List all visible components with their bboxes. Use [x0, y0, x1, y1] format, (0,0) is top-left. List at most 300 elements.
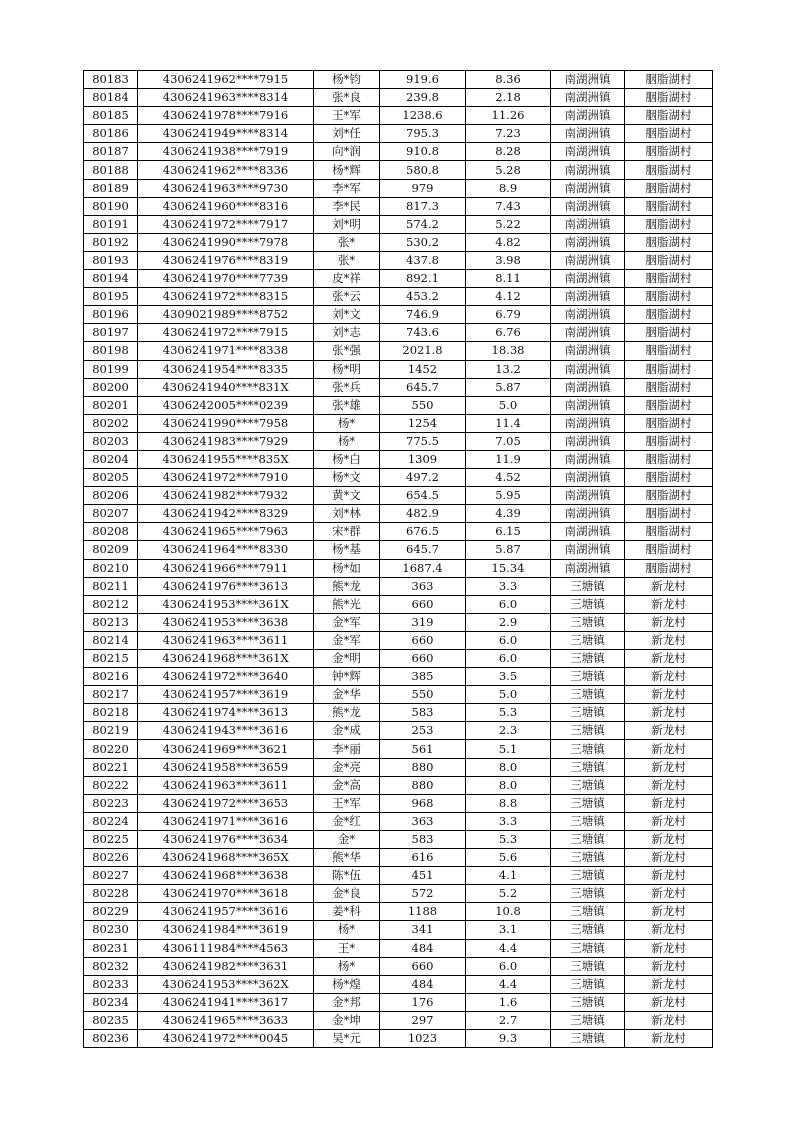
cell-record-id: 80200 — [84, 378, 138, 396]
cell-town: 三塘镇 — [551, 885, 625, 903]
cell-id-number: 4306241962****7915 — [138, 71, 314, 89]
cell-subsidy: 5.6 — [466, 849, 551, 867]
cell-village: 胭脂湖村 — [625, 523, 713, 541]
cell-village: 胭脂湖村 — [625, 270, 713, 288]
cell-amount: 743.6 — [380, 324, 466, 342]
table-body — [84, 71, 713, 1048]
cell-town: 南湖洲镇 — [551, 523, 625, 541]
table-row — [84, 812, 713, 830]
cell-name: 宋*群 — [314, 523, 380, 541]
table-row — [84, 993, 713, 1011]
cell-id-number: 4306241972****3653 — [138, 794, 314, 812]
cell-amount: 550 — [380, 686, 466, 704]
cell-record-id: 80230 — [84, 921, 138, 939]
cell-id-number: 4306241960****8316 — [138, 197, 314, 215]
cell-record-id: 80202 — [84, 414, 138, 432]
cell-subsidy: 5.1 — [466, 740, 551, 758]
cell-id-number: 4306241970****3618 — [138, 885, 314, 903]
cell-subsidy: 5.0 — [466, 396, 551, 414]
cell-name: 陈*伍 — [314, 867, 380, 885]
cell-subsidy: 3.3 — [466, 577, 551, 595]
cell-subsidy: 8.11 — [466, 270, 551, 288]
cell-village: 胭脂湖村 — [625, 215, 713, 233]
cell-amount: 484 — [380, 975, 466, 993]
cell-record-id: 80217 — [84, 686, 138, 704]
data-table — [83, 70, 713, 1048]
cell-name: 杨*白 — [314, 450, 380, 468]
cell-subsidy: 8.36 — [466, 71, 551, 89]
cell-record-id: 80231 — [84, 939, 138, 957]
cell-record-id: 80216 — [84, 668, 138, 686]
cell-id-number: 4306241969****3621 — [138, 740, 314, 758]
cell-record-id: 80198 — [84, 342, 138, 360]
cell-amount: 775.5 — [380, 432, 466, 450]
cell-name: 金*明 — [314, 650, 380, 668]
cell-village: 新龙村 — [625, 704, 713, 722]
cell-record-id: 80188 — [84, 161, 138, 179]
cell-subsidy: 5.87 — [466, 378, 551, 396]
cell-village: 胭脂湖村 — [625, 378, 713, 396]
cell-id-number: 4306241968****3638 — [138, 867, 314, 885]
cell-name: 张* — [314, 233, 380, 251]
cell-town: 南湖洲镇 — [551, 432, 625, 450]
cell-subsidy: 11.26 — [466, 107, 551, 125]
cell-record-id: 80214 — [84, 631, 138, 649]
cell-village: 新龙村 — [625, 830, 713, 848]
table-row — [84, 71, 713, 89]
cell-record-id: 80226 — [84, 849, 138, 867]
table-row — [84, 107, 713, 125]
cell-id-number: 4306241941****3617 — [138, 993, 314, 1011]
cell-id-number: 4306241963****8314 — [138, 89, 314, 107]
cell-amount: 660 — [380, 957, 466, 975]
cell-id-number: 4306241963****3611 — [138, 631, 314, 649]
cell-record-id: 80223 — [84, 794, 138, 812]
cell-village: 新龙村 — [625, 812, 713, 830]
cell-subsidy: 2.9 — [466, 613, 551, 631]
cell-subsidy: 7.05 — [466, 432, 551, 450]
cell-amount: 880 — [380, 776, 466, 794]
cell-amount: 385 — [380, 668, 466, 686]
cell-record-id: 80232 — [84, 957, 138, 975]
table-row — [84, 179, 713, 197]
table-row — [84, 577, 713, 595]
cell-village: 新龙村 — [625, 595, 713, 613]
cell-amount: 880 — [380, 758, 466, 776]
cell-id-number: 4309021989****8752 — [138, 306, 314, 324]
table-row — [84, 270, 713, 288]
cell-village: 新龙村 — [625, 1011, 713, 1029]
cell-town: 南湖洲镇 — [551, 197, 625, 215]
cell-name: 王*军 — [314, 794, 380, 812]
cell-amount: 1452 — [380, 360, 466, 378]
cell-id-number: 4306241962****8336 — [138, 161, 314, 179]
cell-amount: 616 — [380, 849, 466, 867]
table-row — [84, 161, 713, 179]
cell-village: 胭脂湖村 — [625, 469, 713, 487]
cell-name: 张*良 — [314, 89, 380, 107]
table-row — [84, 758, 713, 776]
cell-id-number: 4306241968****365X — [138, 849, 314, 867]
cell-town: 三塘镇 — [551, 668, 625, 686]
cell-record-id: 80218 — [84, 704, 138, 722]
cell-amount: 746.9 — [380, 306, 466, 324]
table-row — [84, 650, 713, 668]
cell-name: 李*民 — [314, 197, 380, 215]
table-row — [84, 631, 713, 649]
table-row — [84, 197, 713, 215]
cell-amount: 253 — [380, 722, 466, 740]
cell-town: 南湖洲镇 — [551, 251, 625, 269]
cell-amount: 550 — [380, 396, 466, 414]
cell-town: 三塘镇 — [551, 867, 625, 885]
cell-amount: 341 — [380, 921, 466, 939]
cell-amount: 660 — [380, 595, 466, 613]
cell-name: 金* — [314, 830, 380, 848]
cell-subsidy: 1.6 — [466, 993, 551, 1011]
cell-amount: 561 — [380, 740, 466, 758]
cell-village: 新龙村 — [625, 722, 713, 740]
cell-id-number: 4306241976****3613 — [138, 577, 314, 595]
cell-amount: 497.2 — [380, 469, 466, 487]
cell-village: 胭脂湖村 — [625, 288, 713, 306]
cell-subsidy: 11.9 — [466, 450, 551, 468]
cell-village: 新龙村 — [625, 903, 713, 921]
cell-id-number: 4306241949****8314 — [138, 125, 314, 143]
cell-record-id: 80227 — [84, 867, 138, 885]
cell-village: 胭脂湖村 — [625, 559, 713, 577]
cell-id-number: 4306241971****8338 — [138, 342, 314, 360]
cell-amount: 645.7 — [380, 541, 466, 559]
table-row — [84, 487, 713, 505]
cell-name: 杨*煌 — [314, 975, 380, 993]
cell-subsidy: 7.23 — [466, 125, 551, 143]
cell-name: 吴*元 — [314, 1029, 380, 1047]
cell-village: 新龙村 — [625, 740, 713, 758]
table-row — [84, 505, 713, 523]
cell-village: 新龙村 — [625, 650, 713, 668]
cell-record-id: 80208 — [84, 523, 138, 541]
cell-record-id: 80201 — [84, 396, 138, 414]
table-row — [84, 251, 713, 269]
cell-village: 胭脂湖村 — [625, 107, 713, 125]
cell-town: 南湖洲镇 — [551, 469, 625, 487]
cell-village: 胭脂湖村 — [625, 432, 713, 450]
cell-town: 南湖洲镇 — [551, 125, 625, 143]
cell-town: 三塘镇 — [551, 993, 625, 1011]
table-row — [84, 849, 713, 867]
cell-name: 钟*辉 — [314, 668, 380, 686]
cell-subsidy: 6.76 — [466, 324, 551, 342]
cell-record-id: 80210 — [84, 559, 138, 577]
cell-name: 金*军 — [314, 613, 380, 631]
cell-name: 刘*志 — [314, 324, 380, 342]
cell-subsidy: 18.38 — [466, 342, 551, 360]
cell-village: 新龙村 — [625, 957, 713, 975]
cell-record-id: 80186 — [84, 125, 138, 143]
cell-amount: 654.5 — [380, 487, 466, 505]
cell-village: 新龙村 — [625, 849, 713, 867]
cell-record-id: 80209 — [84, 541, 138, 559]
cell-name: 王* — [314, 939, 380, 957]
cell-village: 胭脂湖村 — [625, 324, 713, 342]
cell-subsidy: 4.4 — [466, 939, 551, 957]
cell-record-id: 80183 — [84, 71, 138, 89]
cell-id-number: 4306241972****7910 — [138, 469, 314, 487]
cell-name: 王*军 — [314, 107, 380, 125]
cell-town: 三塘镇 — [551, 776, 625, 794]
cell-record-id: 80235 — [84, 1011, 138, 1029]
table-row — [84, 903, 713, 921]
cell-record-id: 80204 — [84, 450, 138, 468]
cell-town: 三塘镇 — [551, 722, 625, 740]
cell-id-number: 4306241972****3640 — [138, 668, 314, 686]
cell-town: 三塘镇 — [551, 1011, 625, 1029]
cell-id-number: 4306241968****361X — [138, 650, 314, 668]
cell-name: 熊*龙 — [314, 704, 380, 722]
cell-subsidy: 6.0 — [466, 631, 551, 649]
cell-record-id: 80197 — [84, 324, 138, 342]
cell-name: 刘*林 — [314, 505, 380, 523]
cell-name: 李*军 — [314, 179, 380, 197]
cell-id-number: 4306241972****0045 — [138, 1029, 314, 1047]
cell-subsidy: 5.0 — [466, 686, 551, 704]
cell-town: 三塘镇 — [551, 577, 625, 595]
cell-subsidy: 6.0 — [466, 957, 551, 975]
cell-id-number: 4306241953****362X — [138, 975, 314, 993]
cell-record-id: 80207 — [84, 505, 138, 523]
cell-amount: 645.7 — [380, 378, 466, 396]
table-row — [84, 921, 713, 939]
table-row — [84, 867, 713, 885]
cell-name: 金*高 — [314, 776, 380, 794]
cell-subsidy: 5.2 — [466, 885, 551, 903]
cell-record-id: 80211 — [84, 577, 138, 595]
cell-subsidy: 4.52 — [466, 469, 551, 487]
cell-village: 新龙村 — [625, 794, 713, 812]
cell-name: 杨* — [314, 414, 380, 432]
cell-town: 三塘镇 — [551, 794, 625, 812]
cell-record-id: 80184 — [84, 89, 138, 107]
table-row — [84, 469, 713, 487]
cell-village: 胭脂湖村 — [625, 505, 713, 523]
cell-amount: 1023 — [380, 1029, 466, 1047]
cell-id-number: 4306241965****3633 — [138, 1011, 314, 1029]
cell-name: 杨*文 — [314, 469, 380, 487]
table-row — [84, 776, 713, 794]
cell-subsidy: 5.87 — [466, 541, 551, 559]
cell-town: 三塘镇 — [551, 613, 625, 631]
cell-id-number: 4306241974****3613 — [138, 704, 314, 722]
cell-amount: 363 — [380, 812, 466, 830]
table-row — [84, 306, 713, 324]
cell-town: 三塘镇 — [551, 595, 625, 613]
cell-id-number: 4306241982****7932 — [138, 487, 314, 505]
cell-subsidy: 10.8 — [466, 903, 551, 921]
table-row — [84, 233, 713, 251]
cell-amount: 583 — [380, 704, 466, 722]
cell-village: 胭脂湖村 — [625, 414, 713, 432]
cell-record-id: 80192 — [84, 233, 138, 251]
cell-id-number: 4306241990****7978 — [138, 233, 314, 251]
cell-village: 胭脂湖村 — [625, 197, 713, 215]
cell-town: 南湖洲镇 — [551, 306, 625, 324]
cell-village: 新龙村 — [625, 885, 713, 903]
cell-id-number: 4306241963****9730 — [138, 179, 314, 197]
cell-subsidy: 6.0 — [466, 595, 551, 613]
cell-subsidy: 5.28 — [466, 161, 551, 179]
cell-village: 新龙村 — [625, 631, 713, 649]
cell-town: 三塘镇 — [551, 903, 625, 921]
cell-name: 金*军 — [314, 631, 380, 649]
cell-subsidy: 3.98 — [466, 251, 551, 269]
table-row — [84, 360, 713, 378]
cell-id-number: 4306241983****7929 — [138, 432, 314, 450]
cell-subsidy: 8.9 — [466, 179, 551, 197]
cell-name: 金*红 — [314, 812, 380, 830]
cell-amount: 795.3 — [380, 125, 466, 143]
cell-subsidy: 3.5 — [466, 668, 551, 686]
cell-name: 张*云 — [314, 288, 380, 306]
table-row — [84, 740, 713, 758]
cell-town: 南湖洲镇 — [551, 215, 625, 233]
cell-id-number: 4306241955****835X — [138, 450, 314, 468]
cell-amount: 176 — [380, 993, 466, 1011]
table-row — [84, 143, 713, 161]
cell-town: 南湖洲镇 — [551, 233, 625, 251]
cell-town: 三塘镇 — [551, 740, 625, 758]
cell-id-number: 4306241978****7916 — [138, 107, 314, 125]
cell-name: 金*良 — [314, 885, 380, 903]
cell-town: 南湖洲镇 — [551, 378, 625, 396]
cell-amount: 437.8 — [380, 251, 466, 269]
table-row — [84, 450, 713, 468]
cell-record-id: 80194 — [84, 270, 138, 288]
cell-amount: 1687.4 — [380, 559, 466, 577]
cell-town: 南湖洲镇 — [551, 324, 625, 342]
table-row — [84, 704, 713, 722]
cell-amount: 239.8 — [380, 89, 466, 107]
cell-subsidy: 2.18 — [466, 89, 551, 107]
table-row — [84, 125, 713, 143]
cell-record-id: 80190 — [84, 197, 138, 215]
cell-village: 胭脂湖村 — [625, 143, 713, 161]
cell-id-number: 4306241972****7915 — [138, 324, 314, 342]
table-row — [84, 378, 713, 396]
cell-village: 胭脂湖村 — [625, 487, 713, 505]
cell-subsidy: 8.0 — [466, 758, 551, 776]
cell-amount: 297 — [380, 1011, 466, 1029]
cell-town: 南湖洲镇 — [551, 396, 625, 414]
cell-subsidy: 5.3 — [466, 830, 551, 848]
cell-subsidy: 2.7 — [466, 1011, 551, 1029]
cell-id-number: 4306241971****3616 — [138, 812, 314, 830]
cell-village: 胭脂湖村 — [625, 179, 713, 197]
cell-name: 向*润 — [314, 143, 380, 161]
cell-amount: 676.5 — [380, 523, 466, 541]
cell-village: 胭脂湖村 — [625, 396, 713, 414]
cell-village: 胭脂湖村 — [625, 450, 713, 468]
cell-town: 三塘镇 — [551, 830, 625, 848]
cell-record-id: 80212 — [84, 595, 138, 613]
cell-amount: 484 — [380, 939, 466, 957]
cell-subsidy: 6.15 — [466, 523, 551, 541]
cell-name: 杨*辉 — [314, 161, 380, 179]
table-row — [84, 668, 713, 686]
cell-amount: 319 — [380, 613, 466, 631]
cell-record-id: 80195 — [84, 288, 138, 306]
cell-town: 南湖洲镇 — [551, 342, 625, 360]
cell-town: 三塘镇 — [551, 939, 625, 957]
cell-amount: 1188 — [380, 903, 466, 921]
table-row — [84, 957, 713, 975]
table-row — [84, 686, 713, 704]
cell-id-number: 4306241953****361X — [138, 595, 314, 613]
cell-record-id: 80189 — [84, 179, 138, 197]
cell-town: 三塘镇 — [551, 921, 625, 939]
cell-name: 杨*钧 — [314, 71, 380, 89]
cell-name: 熊*光 — [314, 595, 380, 613]
cell-town: 三塘镇 — [551, 631, 625, 649]
cell-amount: 482.9 — [380, 505, 466, 523]
cell-name: 杨*如 — [314, 559, 380, 577]
table-row — [84, 342, 713, 360]
cell-town: 南湖洲镇 — [551, 505, 625, 523]
cell-record-id: 80215 — [84, 650, 138, 668]
cell-town: 南湖洲镇 — [551, 71, 625, 89]
cell-village: 胭脂湖村 — [625, 125, 713, 143]
cell-record-id: 80220 — [84, 740, 138, 758]
cell-village: 新龙村 — [625, 577, 713, 595]
cell-village: 新龙村 — [625, 776, 713, 794]
cell-id-number: 4306241965****7963 — [138, 523, 314, 541]
cell-id-number: 4306241940****831X — [138, 378, 314, 396]
cell-village: 新龙村 — [625, 939, 713, 957]
table-row — [84, 288, 713, 306]
cell-name: 杨* — [314, 957, 380, 975]
table-row — [84, 885, 713, 903]
cell-id-number: 4306241982****3631 — [138, 957, 314, 975]
cell-record-id: 80228 — [84, 885, 138, 903]
cell-name: 杨*明 — [314, 360, 380, 378]
cell-town: 南湖洲镇 — [551, 559, 625, 577]
cell-id-number: 4306111984****4563 — [138, 939, 314, 957]
cell-amount: 530.2 — [380, 233, 466, 251]
cell-name: 杨* — [314, 921, 380, 939]
cell-amount: 572 — [380, 885, 466, 903]
cell-id-number: 4306241938****7919 — [138, 143, 314, 161]
cell-record-id: 80187 — [84, 143, 138, 161]
table-row — [84, 414, 713, 432]
table-row — [84, 89, 713, 107]
cell-subsidy: 13.2 — [466, 360, 551, 378]
cell-record-id: 80219 — [84, 722, 138, 740]
cell-id-number: 4306241957****3619 — [138, 686, 314, 704]
cell-name: 金*成 — [314, 722, 380, 740]
cell-town: 南湖洲镇 — [551, 89, 625, 107]
table-row — [84, 432, 713, 450]
cell-id-number: 4306242005****0239 — [138, 396, 314, 414]
cell-record-id: 80206 — [84, 487, 138, 505]
cell-town: 南湖洲镇 — [551, 360, 625, 378]
cell-name: 金*华 — [314, 686, 380, 704]
cell-village: 新龙村 — [625, 993, 713, 1011]
cell-record-id: 80196 — [84, 306, 138, 324]
cell-town: 南湖洲镇 — [551, 179, 625, 197]
cell-village: 胭脂湖村 — [625, 306, 713, 324]
cell-town: 三塘镇 — [551, 704, 625, 722]
cell-subsidy: 9.3 — [466, 1029, 551, 1047]
